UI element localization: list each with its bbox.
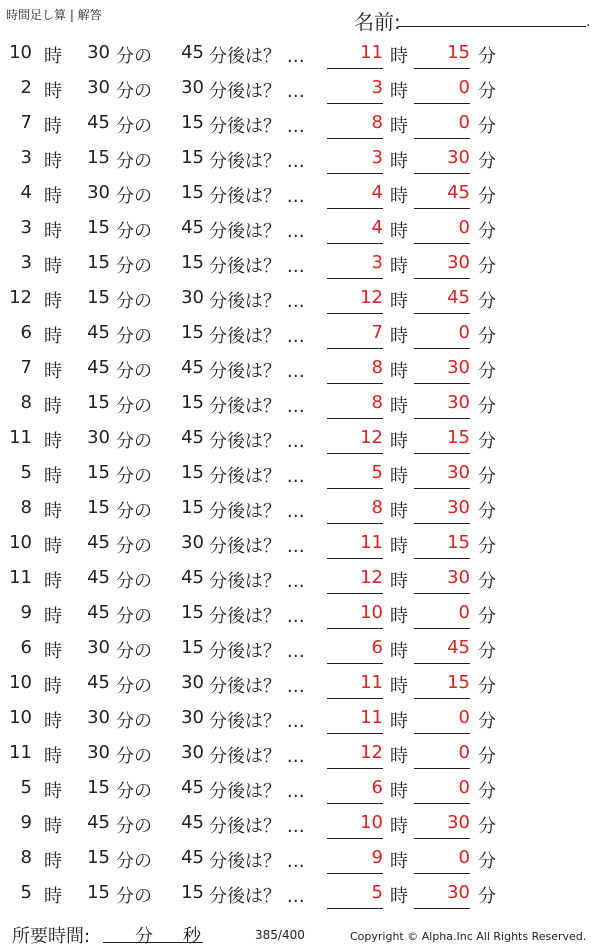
minutes-later-label: 分後は？ …: [209, 326, 305, 347]
hour-label: 時: [44, 711, 62, 732]
added-minutes: 15: [181, 252, 204, 273]
hour-label: 時: [44, 326, 62, 347]
minute-label: 分: [478, 816, 496, 837]
added-minutes: 15: [181, 182, 204, 203]
problem-row: [0, 773, 600, 808]
answer-hour[interactable]: 6: [327, 777, 383, 804]
minute-label: 分: [478, 431, 496, 452]
start-minute: 30: [87, 182, 110, 203]
hour-label: 時: [390, 851, 408, 872]
minute-of-label: 分の: [116, 291, 152, 312]
start-minute: 15: [87, 252, 110, 273]
start-minute: 45: [87, 532, 110, 553]
answer-minute[interactable]: 45: [414, 182, 470, 209]
start-minute: 15: [87, 287, 110, 308]
minute-label: 分: [478, 851, 496, 872]
worksheet-title: 時間足し算 | 解答: [6, 8, 102, 22]
minute-label: 分: [478, 886, 496, 907]
answer-minute[interactable]: 45: [414, 637, 470, 664]
hour-label: 時: [44, 256, 62, 277]
minutes-label: 分: [135, 926, 153, 947]
problem-row: [0, 598, 600, 633]
start-hour: 9: [20, 602, 32, 623]
minutes-later-label: 分後は？ …: [209, 781, 305, 802]
minute-label: 分: [478, 571, 496, 592]
problem-row: [0, 878, 600, 913]
answer-hour[interactable]: 11: [327, 42, 383, 69]
problem-row: [0, 178, 600, 213]
minute-of-label: 分の: [116, 221, 152, 242]
answer-hour[interactable]: 10: [327, 602, 383, 629]
minutes-later-label: 分後は？ …: [209, 501, 305, 522]
answer-minute[interactable]: 0: [414, 847, 470, 874]
hour-label: 時: [390, 186, 408, 207]
seconds-label: 秒: [183, 926, 201, 947]
minute-label: 分: [478, 676, 496, 697]
answer-minute[interactable]: 0: [414, 707, 470, 734]
minute-of-label: 分の: [116, 606, 152, 627]
hour-label: 時: [390, 501, 408, 522]
minutes-later-label: 分後は？ …: [209, 466, 305, 487]
start-hour: 10: [9, 42, 32, 63]
start-minute: 15: [87, 847, 110, 868]
problem-row: [0, 423, 600, 458]
minute-of-label: 分の: [116, 746, 152, 767]
hour-label: 時: [44, 676, 62, 697]
minutes-later-label: 分後は？ …: [209, 571, 305, 592]
minute-of-label: 分の: [116, 886, 152, 907]
start-hour: 7: [20, 357, 32, 378]
minute-of-label: 分の: [116, 151, 152, 172]
hour-label: 時: [44, 81, 62, 102]
added-minutes: 45: [181, 427, 204, 448]
minute-label: 分: [478, 186, 496, 207]
start-hour: 9: [20, 812, 32, 833]
hour-label: 時: [44, 291, 62, 312]
hour-label: 時: [390, 326, 408, 347]
added-minutes: 15: [181, 462, 204, 483]
minutes-later-label: 分後は？ …: [209, 886, 305, 907]
hour-label: 時: [390, 676, 408, 697]
answer-hour[interactable]: 7: [327, 322, 383, 349]
hour-label: 時: [390, 81, 408, 102]
problem-row: [0, 143, 600, 178]
added-minutes: 15: [181, 322, 204, 343]
added-minutes: 15: [181, 637, 204, 658]
start-minute: 30: [87, 707, 110, 728]
problem-row: [0, 703, 600, 738]
hour-label: 時: [390, 221, 408, 242]
minute-label: 分: [478, 361, 496, 382]
minute-label: 分: [478, 256, 496, 277]
minute-label: 分: [478, 326, 496, 347]
start-minute: 30: [87, 637, 110, 658]
minutes-later-label: 分後は？ …: [209, 46, 305, 67]
start-hour: 12: [9, 287, 32, 308]
hour-label: 時: [390, 816, 408, 837]
problem-row: [0, 563, 600, 598]
problem-row: [0, 353, 600, 388]
answer-hour[interactable]: 12: [327, 287, 383, 314]
answer-hour[interactable]: 10: [327, 812, 383, 839]
problem-row: [0, 843, 600, 878]
minutes-later-label: 分後は？ …: [209, 851, 305, 872]
start-hour: 11: [9, 742, 32, 763]
hour-label: 時: [44, 851, 62, 872]
answer-minute[interactable]: 0: [414, 322, 470, 349]
added-minutes: 30: [181, 532, 204, 553]
start-minute: 30: [87, 742, 110, 763]
minute-label: 分: [478, 711, 496, 732]
start-hour: 7: [20, 112, 32, 133]
problem-row: [0, 668, 600, 703]
hour-label: 時: [390, 396, 408, 417]
start-minute: 45: [87, 322, 110, 343]
added-minutes: 30: [181, 742, 204, 763]
hour-label: 時: [390, 431, 408, 452]
copyright-text: Copyright © Alpha.Inc All Rights Reserved.: [350, 930, 587, 943]
start-minute: 45: [87, 812, 110, 833]
problem-row: [0, 493, 600, 528]
minutes-later-label: 分後は？ …: [209, 816, 305, 837]
start-minute: 15: [87, 392, 110, 413]
hour-label: 時: [390, 711, 408, 732]
answer-minute[interactable]: 15: [414, 427, 470, 454]
hour-label: 時: [390, 466, 408, 487]
problem-row: [0, 213, 600, 248]
answer-hour[interactable]: 5: [327, 462, 383, 489]
minute-label: 分: [478, 151, 496, 172]
answer-minute[interactable]: 0: [414, 112, 470, 139]
answer-minute[interactable]: 30: [414, 812, 470, 839]
minute-of-label: 分の: [116, 781, 152, 802]
hour-label: 時: [390, 781, 408, 802]
hour-label: 時: [390, 536, 408, 557]
minute-of-label: 分の: [116, 81, 152, 102]
minute-of-label: 分の: [116, 46, 152, 67]
minute-of-label: 分の: [116, 326, 152, 347]
minute-of-label: 分の: [116, 256, 152, 277]
answer-minute[interactable]: 30: [414, 882, 470, 909]
answer-minute[interactable]: 15: [414, 532, 470, 559]
hour-label: 時: [44, 606, 62, 627]
minute-label: 分: [478, 501, 496, 522]
answer-hour[interactable]: 12: [327, 742, 383, 769]
minute-label: 分: [478, 466, 496, 487]
answer-minute[interactable]: 0: [414, 602, 470, 629]
minute-of-label: 分の: [116, 851, 152, 872]
answer-minute[interactable]: 30: [414, 567, 470, 594]
start-hour: 10: [9, 672, 32, 693]
problem-row: [0, 458, 600, 493]
minutes-later-label: 分後は？ …: [209, 536, 305, 557]
answer-hour[interactable]: 8: [327, 497, 383, 524]
answer-minute[interactable]: 30: [414, 392, 470, 419]
minutes-later-label: 分後は？ …: [209, 606, 305, 627]
start-hour: 10: [9, 532, 32, 553]
problem-row: [0, 738, 600, 773]
start-minute: 30: [87, 427, 110, 448]
start-hour: 8: [20, 497, 32, 518]
minutes-later-label: 分後は？ …: [209, 151, 305, 172]
answer-minute[interactable]: 15: [414, 672, 470, 699]
hour-label: 時: [390, 151, 408, 172]
answer-hour[interactable]: 5: [327, 882, 383, 909]
start-minute: 45: [87, 567, 110, 588]
hour-label: 時: [390, 606, 408, 627]
minutes-later-label: 分後は？ …: [209, 676, 305, 697]
answer-minute[interactable]: 30: [414, 147, 470, 174]
problem-row: [0, 388, 600, 423]
added-minutes: 45: [181, 217, 204, 238]
problem-list: [0, 38, 600, 913]
start-hour: 8: [20, 847, 32, 868]
problem-row: [0, 108, 600, 143]
minute-of-label: 分の: [116, 431, 152, 452]
minute-label: 分: [478, 396, 496, 417]
minute-of-label: 分の: [116, 361, 152, 382]
name-label: 名前:: [354, 10, 401, 34]
minute-of-label: 分の: [116, 116, 152, 137]
minute-of-label: 分の: [116, 816, 152, 837]
start-hour: 10: [9, 707, 32, 728]
problem-row: [0, 528, 600, 563]
minutes-later-label: 分後は？ …: [209, 186, 305, 207]
added-minutes: 30: [181, 287, 204, 308]
added-minutes: 15: [181, 497, 204, 518]
minute-of-label: 分の: [116, 396, 152, 417]
minute-label: 分: [478, 746, 496, 767]
hour-label: 時: [44, 221, 62, 242]
hour-label: 時: [390, 256, 408, 277]
hour-label: 時: [44, 186, 62, 207]
minute-of-label: 分の: [116, 676, 152, 697]
hour-label: 時: [44, 886, 62, 907]
minute-of-label: 分の: [116, 571, 152, 592]
hour-label: 時: [390, 291, 408, 312]
hour-label: 時: [44, 746, 62, 767]
minutes-later-label: 分後は？ …: [209, 81, 305, 102]
answer-hour[interactable]: 12: [327, 427, 383, 454]
hour-label: 時: [390, 641, 408, 662]
start-minute: 15: [87, 217, 110, 238]
name-end-mark: .: [586, 14, 591, 30]
minute-label: 分: [478, 291, 496, 312]
start-hour: 4: [20, 182, 32, 203]
minute-label: 分: [478, 116, 496, 137]
answer-hour[interactable]: 4: [327, 217, 383, 244]
start-minute: 45: [87, 672, 110, 693]
hour-label: 時: [44, 501, 62, 522]
answer-hour[interactable]: 6: [327, 637, 383, 664]
answer-hour[interactable]: 4: [327, 182, 383, 209]
problem-row: [0, 283, 600, 318]
hour-label: 時: [44, 466, 62, 487]
added-minutes: 15: [181, 602, 204, 623]
answer-minute[interactable]: 0: [414, 77, 470, 104]
start-minute: 45: [87, 357, 110, 378]
problem-row: [0, 248, 600, 283]
answer-hour[interactable]: 11: [327, 532, 383, 559]
minutes-later-label: 分後は？ …: [209, 116, 305, 137]
problem-row: [0, 318, 600, 353]
minutes-later-label: 分後は？ …: [209, 256, 305, 277]
start-minute: 15: [87, 147, 110, 168]
start-hour: 11: [9, 427, 32, 448]
problem-row: [0, 73, 600, 108]
answer-minute[interactable]: 0: [414, 777, 470, 804]
answer-minute[interactable]: 30: [414, 252, 470, 279]
start-hour: 2: [20, 77, 32, 98]
start-minute: 45: [87, 112, 110, 133]
hour-label: 時: [44, 641, 62, 662]
hour-label: 時: [44, 571, 62, 592]
added-minutes: 30: [181, 672, 204, 693]
start-minute: 45: [87, 602, 110, 623]
minute-label: 分: [478, 606, 496, 627]
start-hour: 5: [20, 462, 32, 483]
added-minutes: 45: [181, 812, 204, 833]
hour-label: 時: [44, 46, 62, 67]
answer-minute[interactable]: 30: [414, 357, 470, 384]
minute-of-label: 分の: [116, 641, 152, 662]
start-minute: 15: [87, 462, 110, 483]
start-hour: 3: [20, 217, 32, 238]
start-hour: 6: [20, 637, 32, 658]
minute-label: 分: [478, 221, 496, 242]
start-minute: 15: [87, 882, 110, 903]
answer-hour[interactable]: 3: [327, 77, 383, 104]
hour-label: 時: [44, 361, 62, 382]
time-required-label: 所要時間:: [12, 926, 91, 947]
answer-hour[interactable]: 8: [327, 112, 383, 139]
start-hour: 3: [20, 147, 32, 168]
added-minutes: 45: [181, 567, 204, 588]
minutes-later-label: 分後は？ …: [209, 221, 305, 242]
minutes-later-label: 分後は？ …: [209, 396, 305, 417]
start-hour: 3: [20, 252, 32, 273]
start-hour: 8: [20, 392, 32, 413]
added-minutes: 15: [181, 112, 204, 133]
hour-label: 時: [44, 781, 62, 802]
answer-minute[interactable]: 0: [414, 742, 470, 769]
start-hour: 11: [9, 567, 32, 588]
hour-label: 時: [44, 816, 62, 837]
added-minutes: 45: [181, 357, 204, 378]
answer-hour[interactable]: 3: [327, 147, 383, 174]
answer-hour[interactable]: 9: [327, 847, 383, 874]
minute-of-label: 分の: [116, 466, 152, 487]
minute-label: 分: [478, 781, 496, 802]
added-minutes: 15: [181, 392, 204, 413]
minute-of-label: 分の: [116, 501, 152, 522]
start-minute: 30: [87, 77, 110, 98]
start-hour: 5: [20, 882, 32, 903]
name-field-line[interactable]: [398, 26, 586, 27]
page-number: 385/400: [255, 928, 305, 942]
minute-of-label: 分の: [116, 536, 152, 557]
added-minutes: 30: [181, 707, 204, 728]
hour-label: 時: [390, 46, 408, 67]
added-minutes: 45: [181, 42, 204, 63]
minutes-later-label: 分後は？ …: [209, 711, 305, 732]
start-minute: 30: [87, 42, 110, 63]
hour-label: 時: [390, 746, 408, 767]
answer-hour[interactable]: 8: [327, 392, 383, 419]
answer-minute[interactable]: 30: [414, 462, 470, 489]
answer-hour[interactable]: 11: [327, 672, 383, 699]
hour-label: 時: [44, 151, 62, 172]
added-minutes: 30: [181, 77, 204, 98]
answer-hour[interactable]: 11: [327, 707, 383, 734]
minutes-later-label: 分後は？ …: [209, 291, 305, 312]
start-hour: 5: [20, 777, 32, 798]
minutes-later-label: 分後は？ …: [209, 361, 305, 382]
hour-label: 時: [44, 536, 62, 557]
minute-label: 分: [478, 536, 496, 557]
hour-label: 時: [390, 116, 408, 137]
answer-minute[interactable]: 15: [414, 42, 470, 69]
minute-of-label: 分の: [116, 186, 152, 207]
added-minutes: 15: [181, 147, 204, 168]
hour-label: 時: [390, 361, 408, 382]
minutes-later-label: 分後は？ …: [209, 746, 305, 767]
minute-label: 分: [478, 641, 496, 662]
minutes-later-label: 分後は？ …: [209, 431, 305, 452]
minutes-later-label: 分後は？ …: [209, 641, 305, 662]
hour-label: 時: [390, 886, 408, 907]
answer-hour[interactable]: 8: [327, 357, 383, 384]
problem-row: [0, 808, 600, 843]
answer-minute[interactable]: 45: [414, 287, 470, 314]
hour-label: 時: [44, 116, 62, 137]
added-minutes: 15: [181, 882, 204, 903]
start-hour: 6: [20, 322, 32, 343]
minute-of-label: 分の: [116, 711, 152, 732]
added-minutes: 45: [181, 777, 204, 798]
added-minutes: 45: [181, 847, 204, 868]
answer-hour[interactable]: 12: [327, 567, 383, 594]
minute-label: 分: [478, 81, 496, 102]
hour-label: 時: [44, 396, 62, 417]
problem-row: [0, 633, 600, 668]
hour-label: 時: [44, 431, 62, 452]
answer-minute[interactable]: 30: [414, 497, 470, 524]
start-minute: 15: [87, 497, 110, 518]
answer-hour[interactable]: 3: [327, 252, 383, 279]
problem-row: [0, 38, 600, 73]
minute-label: 分: [478, 46, 496, 67]
hour-label: 時: [390, 571, 408, 592]
answer-minute[interactable]: 0: [414, 217, 470, 244]
start-minute: 15: [87, 777, 110, 798]
